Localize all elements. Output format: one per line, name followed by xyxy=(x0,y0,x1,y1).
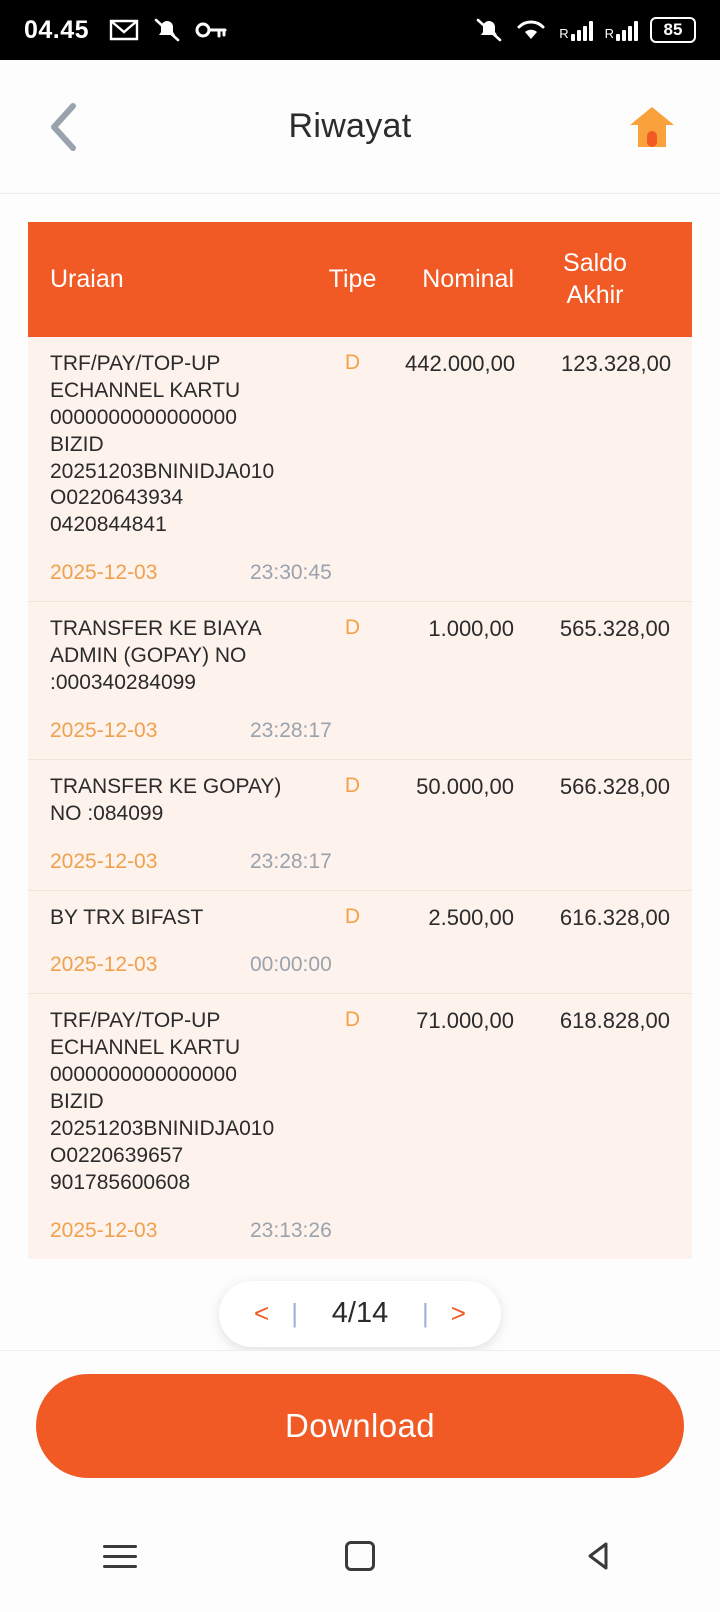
table-row[interactable] xyxy=(28,601,692,759)
status-bar-left-icons xyxy=(109,17,227,43)
table-row-main xyxy=(50,774,670,828)
cell-nominal: 442.000,00 xyxy=(405,351,516,376)
column-header-saldo-akhir xyxy=(520,248,670,311)
cell-time: 23:13:26 xyxy=(250,1218,332,1242)
table-row-footer xyxy=(50,1219,670,1243)
cell-uraian: TRANSFER KE GOPAY) NO :084099 xyxy=(50,774,282,825)
cell-saldo: 618.828,00 xyxy=(559,1008,670,1034)
wifi-icon xyxy=(515,18,547,42)
cell-time: 23:28:17 xyxy=(250,718,332,742)
cell-time: 23:28:17 xyxy=(250,849,332,873)
status-bar-clock: 04.45 xyxy=(24,15,90,44)
cell-saldo: 616.328,00 xyxy=(559,904,670,930)
square-home-icon[interactable] xyxy=(300,1521,420,1591)
cell-time: 00:00:00 xyxy=(250,953,332,977)
cell-time: 23:30:45 xyxy=(250,561,332,585)
cell-nominal: 1.000,00 xyxy=(428,616,514,642)
signal-2-icon xyxy=(605,19,638,41)
history-content xyxy=(0,194,720,1350)
cell-uraian: TRF/PAY/TOP-UP ECHANNEL KARTU 0000000000000000 BIZID 20251203BNINIDJA010 O0220643934 0420844841 xyxy=(50,352,275,537)
column-header-uraian: Uraian xyxy=(50,265,124,293)
column-header-saldo-line2: Akhir xyxy=(566,280,624,309)
app-header xyxy=(0,60,720,194)
table-row[interactable] xyxy=(28,337,692,601)
cell-uraian: TRANSFER KE BIAYA ADMIN (GOPAY) NO :000340284099 xyxy=(50,617,261,694)
table-row-footer xyxy=(50,719,670,743)
next-page-button[interactable]: > xyxy=(450,1298,466,1328)
battery-indicator: 85 xyxy=(650,17,696,43)
bell-off-icon xyxy=(153,17,181,43)
cell-uraian: BY TRX BIFAST xyxy=(50,905,204,929)
column-header-tipe: Tipe xyxy=(328,265,377,293)
pagination-wrapper xyxy=(0,1281,720,1347)
cell-tipe: D xyxy=(344,351,361,374)
column-header-saldo-line1: Saldo xyxy=(563,249,627,278)
notifications-off-icon xyxy=(475,17,503,43)
table-row-footer xyxy=(50,561,670,585)
cell-date: 2025-12-03 xyxy=(50,561,158,585)
cell-nominal: 71.000,00 xyxy=(416,1008,514,1034)
footer-bar xyxy=(0,1350,720,1500)
prev-page-button[interactable]: < xyxy=(254,1298,270,1328)
home-icon[interactable] xyxy=(624,99,680,155)
page-indicator: 4/14 xyxy=(331,1297,389,1329)
status-bar-right-icons xyxy=(475,17,696,43)
vpn-key-icon xyxy=(195,20,227,40)
pagination xyxy=(219,1281,501,1347)
table-row[interactable] xyxy=(28,890,692,994)
pagination-separator-left: | xyxy=(291,1298,298,1328)
table-row-main xyxy=(50,351,670,539)
transactions-table xyxy=(28,222,692,1259)
table-row-footer xyxy=(50,953,670,977)
cell-date: 2025-12-03 xyxy=(50,1218,158,1242)
system-nav-bar xyxy=(0,1500,720,1612)
download-button[interactable]: Download xyxy=(36,1374,684,1478)
status-bar xyxy=(0,0,720,60)
cell-date: 2025-12-03 xyxy=(50,849,158,873)
sim1-label: R xyxy=(559,26,569,41)
cell-saldo: 565.328,00 xyxy=(559,616,670,642)
cell-date: 2025-12-03 xyxy=(50,953,158,977)
cell-uraian: TRF/PAY/TOP-UP ECHANNEL KARTU 0000000000000000 BIZID 20251203BNINIDJA010 O0220639657 901785600608 xyxy=(50,1009,275,1194)
gmail-icon xyxy=(109,18,139,42)
table-row-main xyxy=(50,616,670,697)
table-row[interactable] xyxy=(28,993,692,1258)
signal-1-icon xyxy=(559,19,592,41)
cell-nominal: 50.000,00 xyxy=(416,773,514,799)
table-row-main xyxy=(50,905,670,932)
triangle-back-icon[interactable] xyxy=(540,1521,660,1591)
cell-saldo: 123.328,00 xyxy=(561,351,672,376)
column-header-nominal: Nominal xyxy=(422,265,514,293)
cell-saldo: 566.328,00 xyxy=(559,773,670,799)
pagination-separator-right: | xyxy=(422,1298,429,1328)
cell-date: 2025-12-03 xyxy=(50,718,158,742)
sim2-label: R xyxy=(604,26,614,41)
page-title: Riwayat xyxy=(288,107,412,145)
cell-nominal: 2.500,00 xyxy=(428,904,514,930)
cell-tipe: D xyxy=(344,904,361,928)
cell-tipe: D xyxy=(344,616,361,640)
table-row-main xyxy=(50,1008,670,1196)
table-row-footer xyxy=(50,850,670,874)
cell-tipe: D xyxy=(344,1008,361,1032)
cell-tipe: D xyxy=(344,773,361,797)
menu-icon[interactable] xyxy=(60,1521,180,1591)
table-header-row xyxy=(28,222,692,337)
table-row[interactable] xyxy=(28,759,692,890)
